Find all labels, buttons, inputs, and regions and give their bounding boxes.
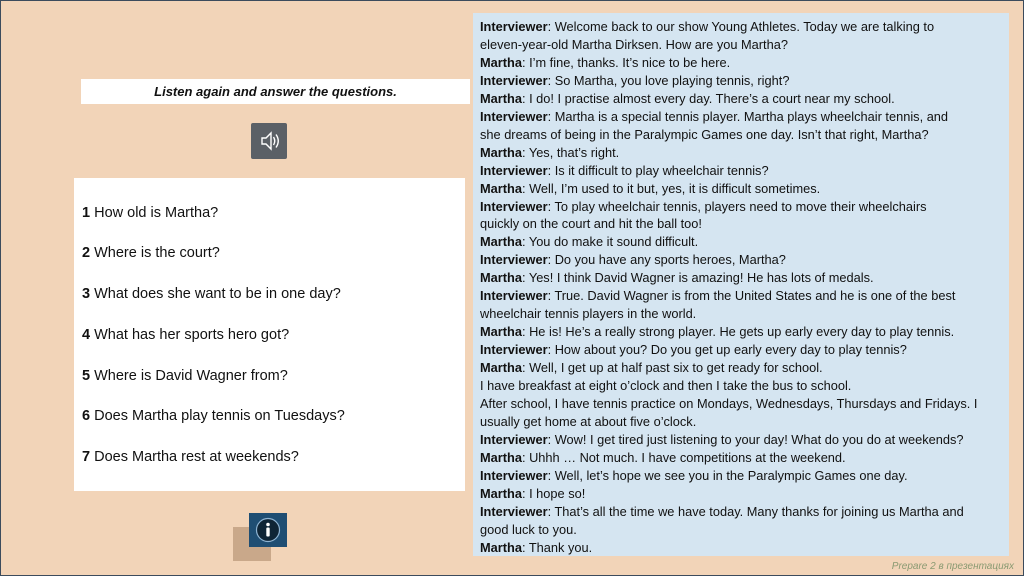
speaker-name: Interviewer [480,467,548,483]
question-text: Where is the court? [94,245,220,261]
transcript-line [480,521,577,539]
transcript-text: : Wow! I get tired just listening to your day! What do you do at weekends? [547,431,964,447]
speaker-name: Martha [480,90,522,106]
question-item [82,449,299,465]
transcript-text: : Yes! I think David Wagner is amazing! He has lots of medals. [521,270,874,286]
question-number: 4 [82,327,91,343]
transcript-text: : That’s all the time we have today. Many thanks for joining us Martha and [547,503,964,519]
transcript-text: : Well, let’s hope we see you in the Paralympic Games one day. [547,467,908,483]
transcript-line [480,18,934,36]
speaker-name: Martha [480,485,522,501]
transcript-text: she dreams of being in the Paralympic Games one day. Isn’t that right, Martha? [480,126,929,142]
transcript-line [480,72,789,90]
question-item [82,286,341,302]
transcript-text: : Well, I’m used to it but, yes, it is difficult sometimes. [521,180,821,196]
transcript-line [480,305,696,323]
speaker-name: Interviewer [480,19,548,34]
transcript-text: : How about you? Do you get up early every day to play tennis? [547,342,907,358]
speaker-name: Interviewer [480,252,548,268]
question-item [82,408,345,424]
transcript-text: : Thank you. [521,539,593,555]
question-number: 5 [82,368,91,384]
speaker-name: Interviewer [480,198,548,214]
footer-caption: Prepare 2 в презентациях [891,561,1014,572]
transcript-line [480,323,954,341]
transcript-line [480,36,788,54]
transcript-line [480,144,619,162]
question-number: 3 [82,286,91,302]
transcript-text: usually get home at about five o’clock. [480,413,697,429]
question-text: What has her sports hero got? [94,327,290,343]
transcript-line [480,449,846,467]
transcript-line [480,287,955,305]
transcript-line [480,54,730,72]
transcript-line [480,269,874,287]
info-button[interactable] [249,513,287,547]
speaker-name: Martha [480,234,522,250]
question-text: What does she want to be in one day? [94,286,341,302]
transcript-text: : Is it difficult to play wheelchair tennis? [547,162,769,178]
question-item [82,368,288,384]
question-text: How old is Martha? [94,205,219,221]
speaker-name: Interviewer [480,288,548,304]
speaker-name: Martha [480,449,522,465]
speaker-name: Martha [480,360,522,376]
info-icon [255,517,281,543]
transcript-line [480,215,702,233]
question-number: 2 [82,245,91,261]
speaker-icon [256,128,282,154]
speaker-name: Martha [480,539,522,555]
transcript-text: : Welcome back to our show Young Athletes. Today we are talking to [547,19,935,34]
transcript-line [480,198,926,216]
transcript-line [480,162,769,180]
transcript-line [480,180,820,198]
audio-play-button[interactable] [251,123,287,159]
transcript-text: : Well, I get up at half past six to get ready for school. [521,360,823,376]
transcript-text: eleven-year-old Martha Dirksen. How are you Martha? [480,36,788,52]
speaker-name: Interviewer [480,162,548,178]
transcript-text: : He is! He’s a really strong player. He gets up early every day to play tennis. [521,324,955,340]
transcript-text: good luck to you. [480,521,577,537]
transcript-text: : I do! I practise almost every day. There’s a court near my school. [521,90,895,106]
transcript-text: After school, I have tennis practice on Mondays, Wednesdays, Thursdays and Fridays. I [480,395,978,411]
question-item [82,327,289,343]
transcript-text: : I hope so! [521,485,586,501]
transcript-line [480,485,585,503]
question-text: Where is David Wagner from? [94,368,288,384]
instruction-text: Listen again and answer the questions. [154,84,397,99]
transcript-panel [473,13,1009,556]
transcript-line [480,395,977,413]
question-item [82,205,218,221]
transcript-text: : To play wheelchair tennis, players need to move their wheelchairs [547,198,927,214]
transcript-text: : Martha is a special tennis player. Martha plays wheelchair tennis, and [547,108,949,124]
speaker-name: Interviewer [480,108,548,124]
transcript-text: I have breakfast at eight o’clock and then I take the bus to school. [480,378,852,393]
transcript-line [480,539,592,557]
question-number: 6 [82,408,91,424]
transcript-text: : Do you have any sports heroes, Martha? [547,252,786,268]
transcript-line [480,108,948,126]
speaker-name: Martha [480,270,522,286]
speaker-name: Interviewer [480,431,548,447]
transcript-line [480,467,908,485]
question-text: Does Martha play tennis on Tuesdays? [94,408,345,424]
transcript-line [480,377,851,395]
question-number: 7 [82,449,91,465]
transcript-line [480,126,929,144]
transcript-line [480,341,907,359]
transcript-line [480,503,964,521]
transcript-text: : True. David Wagner is from the United States and he is one of the best [547,288,956,304]
question-text: Does Martha rest at weekends? [94,449,299,465]
transcript-line [480,251,786,269]
instruction-banner [81,79,470,104]
speaker-name: Martha [480,324,522,340]
transcript-text: : I’m fine, thanks. It’s nice to be here. [521,54,731,70]
transcript-text: : Yes, that’s right. [521,144,620,160]
question-number: 1 [82,205,91,221]
transcript-line [480,233,698,251]
transcript-text: : You do make it sound difficult. [521,234,699,250]
transcript-line [480,413,696,431]
speaker-name: Martha [480,144,522,160]
transcript-text: wheelchair tennis players in the world. [480,306,697,322]
speaker-name: Interviewer [480,503,548,519]
transcript-line [480,90,895,108]
transcript-text: quickly on the court and hit the ball too! [480,216,702,232]
transcript-text: : So Martha, you love playing tennis, right? [547,72,790,88]
speaker-name: Interviewer [480,72,548,88]
question-item [82,245,220,261]
transcript-line [480,359,823,377]
transcript-text: : Uhhh … Not much. I have competitions at the weekend. [521,449,846,465]
speaker-name: Martha [480,54,522,70]
speaker-name: Martha [480,180,522,196]
questions-panel [74,178,465,491]
transcript-line [480,431,963,449]
speaker-name: Interviewer [480,342,548,358]
